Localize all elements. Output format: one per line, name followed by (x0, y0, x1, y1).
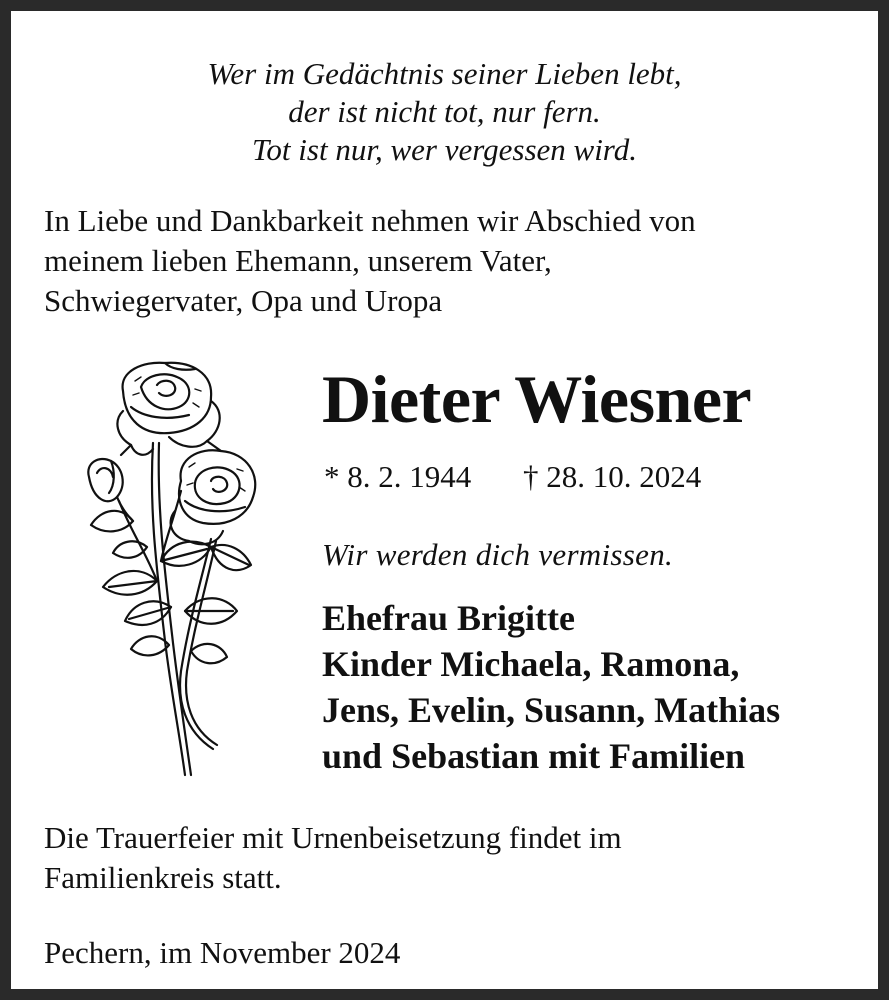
deceased-name: Dieter Wiesner (322, 361, 752, 437)
death-date: † 28. 10. 2024 (523, 459, 702, 494)
verse-line: der ist nicht tot, nur fern. (288, 94, 601, 129)
memorial-verse (11, 55, 878, 169)
farewell-intro (44, 201, 696, 321)
place-and-date: Pechern, im November 2024 (44, 935, 401, 970)
intro-line: In Liebe und Dankbarkeit nehmen wir Abschied von (44, 203, 696, 238)
rose-illustration-icon (61, 351, 261, 781)
mourners-line: Jens, Evelin, Susann, Mathias (322, 690, 781, 730)
ceremony-line: Familienkreis statt. (44, 860, 282, 895)
birth-date: * 8. 2. 1944 (324, 459, 472, 494)
mourners-line: Ehefrau Brigitte (322, 598, 575, 638)
verse-line: Wer im Gedächtnis seiner Lieben lebt, (207, 56, 682, 91)
verse-line: Tot ist nur, wer vergessen wird. (252, 132, 637, 167)
ceremony-notice (44, 818, 622, 898)
mourners-line: und Sebastian mit Familien (322, 736, 746, 776)
intro-line: Schwiegervater, Opa und Uropa (44, 283, 443, 318)
ceremony-line: Die Trauerfeier mit Urnenbeisetzung findet im (44, 820, 622, 855)
farewell-message: Wir werden dich vermissen. (322, 537, 674, 572)
obituary-card (11, 11, 878, 989)
life-dates (324, 457, 701, 497)
mourners-line: Kinder Michaela, Ramona, (322, 644, 740, 684)
intro-line: meinem lieben Ehemann, unserem Vater, (44, 243, 552, 278)
mourners-list (322, 595, 780, 779)
